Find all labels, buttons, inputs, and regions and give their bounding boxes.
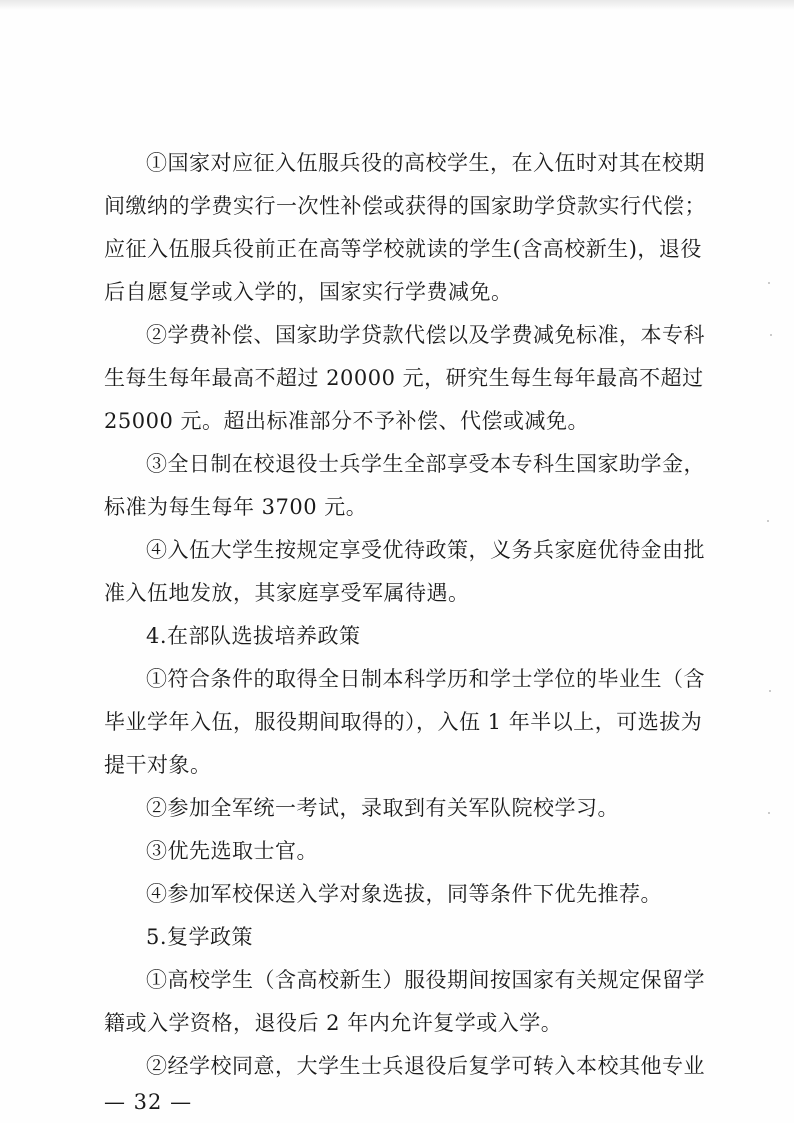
text-line: 准入伍地发放，其家庭享受军属待遇。 [104, 581, 470, 605]
text-line: 生每生每年最高不超过 20000 元，研究生每生每年最高不超过 [104, 366, 704, 390]
text-line: 标准为每生每年 3700 元。 [104, 495, 368, 519]
scan-speck [768, 812, 770, 814]
text-line: ②经学校同意，大学生士兵退役后复学可转入本校其他专业 [146, 1054, 705, 1078]
scan-top-edge [0, 0, 794, 10]
page-number: — 32 — [104, 1090, 193, 1114]
text-line: ①符合条件的取得全日制本科学历和学士学位的毕业生（含 [146, 667, 705, 691]
text-line: 籍或入学资格，退役后 2 年内允许复学或入学。 [104, 1011, 563, 1035]
scan-speck [767, 520, 769, 522]
section-heading: 4.在部队选拔培养政策 [146, 624, 361, 648]
text-line: ④入伍大学生按规定享受优待政策，义务兵家庭优待金由批 [146, 538, 705, 562]
text-line: ③全日制在校退役士兵学生全部享受本专科生国家助学金， [146, 452, 705, 476]
text-line: ①国家对应征入伍服兵役的高校学生，在入伍时对其在校期 [146, 151, 705, 175]
text-line: 后自愿复学或入学的，国家实行学费减免。 [104, 280, 513, 304]
text-line: 毕业学年入伍，服役期间取得的），入伍 1 年半以上，可选拔为 [104, 710, 703, 734]
text-line: ④参加军校保送入学对象选拔，同等条件下优先推荐。 [146, 882, 662, 906]
scan-speck [768, 282, 770, 284]
text-line: 提干对象。 [104, 753, 212, 777]
text-line: ③优先选取士官。 [146, 839, 318, 863]
text-line: ②参加全军统一考试，录取到有关军队院校学习。 [146, 796, 619, 820]
scan-speck [770, 334, 772, 336]
text-line: ①高校学生（含高校新生）服役期间按国家有关规定保留学 [146, 968, 705, 992]
text-line: ②学费补偿、国家助学贷款代偿以及学费减免标准，本专科 [146, 323, 705, 347]
section-heading: 5.复学政策 [146, 925, 254, 949]
text-line: 间缴纳的学费实行一次性补偿或获得的国家助学贷款实行代偿； [104, 194, 706, 218]
scan-speck [769, 690, 771, 692]
text-line: 25000 元。超出标准部分不予补偿、代偿或减免。 [104, 409, 589, 433]
text-line: 应征入伍服兵役前正在高等学校就读的学生(含高校新生)，退役 [104, 237, 702, 261]
